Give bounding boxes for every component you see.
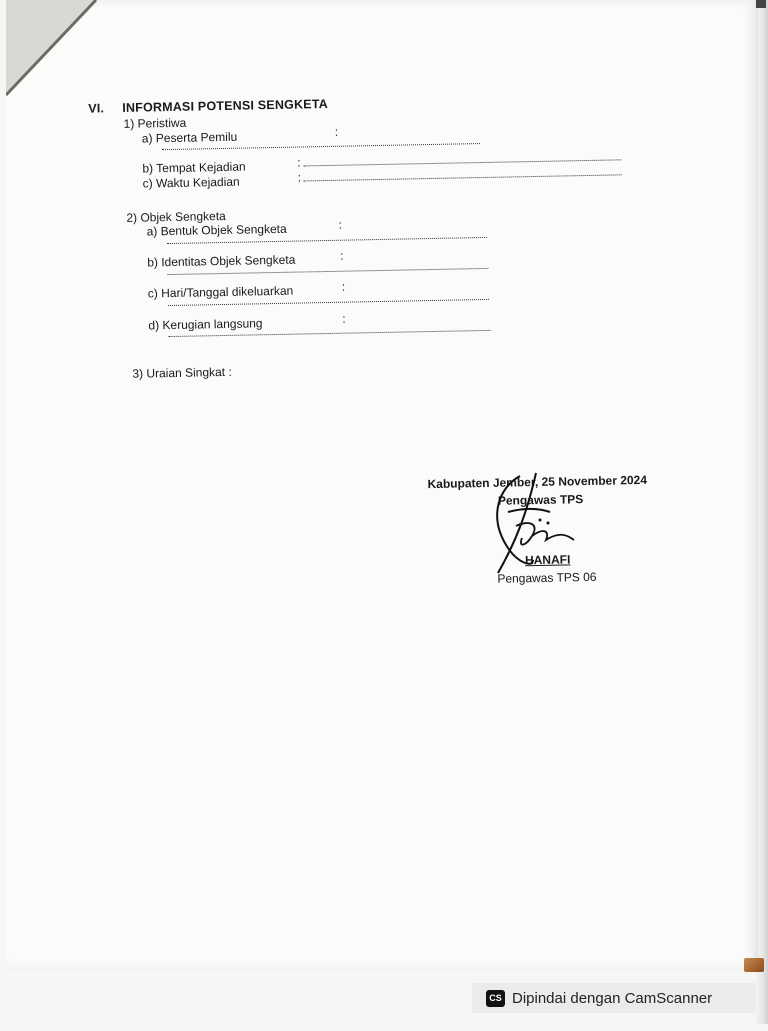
signature-role: Pengawas TPS bbox=[497, 492, 584, 508]
field-colon: : bbox=[338, 217, 343, 232]
camscanner-icon: CS bbox=[486, 990, 505, 1007]
fill-line-identitas-objek bbox=[167, 268, 488, 275]
field-label-identitas-objek: b) Identitas Objek Sengketa bbox=[147, 252, 296, 270]
fill-line-bentuk-objek bbox=[167, 237, 487, 244]
fill-line-hari-tanggal bbox=[168, 299, 489, 306]
fill-line-tempat-kejadian bbox=[303, 159, 621, 166]
field-colon: : bbox=[342, 311, 346, 326]
field-colon: : bbox=[341, 279, 346, 294]
field-label-bentuk-objek: a) Bentuk Objek Sengketa bbox=[146, 221, 287, 239]
signature-name: HANAFI bbox=[524, 552, 571, 568]
signature-place-date: Kabupaten Jember, 25 November 2024 bbox=[427, 472, 648, 492]
field-colon: : bbox=[340, 248, 344, 263]
field-colon: : bbox=[297, 170, 302, 185]
signature-position: Pengawas TPS 06 bbox=[497, 569, 597, 586]
uraian-heading: 3) Uraian Singkat : bbox=[132, 364, 232, 381]
watermark-text: Dipindai dengan CamScanner bbox=[512, 989, 713, 1007]
fill-line-waktu-kejadian bbox=[304, 174, 622, 181]
field-label-kerugian: d) Kerugian langsung bbox=[148, 316, 263, 333]
section-title: INFORMASI POTENSI SENGKETA bbox=[122, 96, 329, 115]
field-label-waktu-kejadian: c) Waktu Kejadian bbox=[142, 174, 240, 191]
field-colon: : bbox=[334, 124, 339, 139]
camscanner-watermark bbox=[472, 983, 756, 1013]
field-label-peserta-pemilu: a) Peserta Pemilu bbox=[141, 129, 238, 146]
section-number: VI. bbox=[88, 101, 105, 116]
peristiwa-heading: 1) Peristiwa bbox=[123, 115, 187, 131]
objek-heading: 2) Objek Sengketa bbox=[126, 208, 226, 225]
field-label-tempat-kejadian: b) Tempat Kejadian bbox=[142, 159, 246, 176]
field-colon: : bbox=[297, 155, 301, 170]
handwritten-signature bbox=[488, 468, 598, 578]
field-label-hari-tanggal: c) Hari/Tanggal dikeluarkan bbox=[147, 283, 294, 301]
